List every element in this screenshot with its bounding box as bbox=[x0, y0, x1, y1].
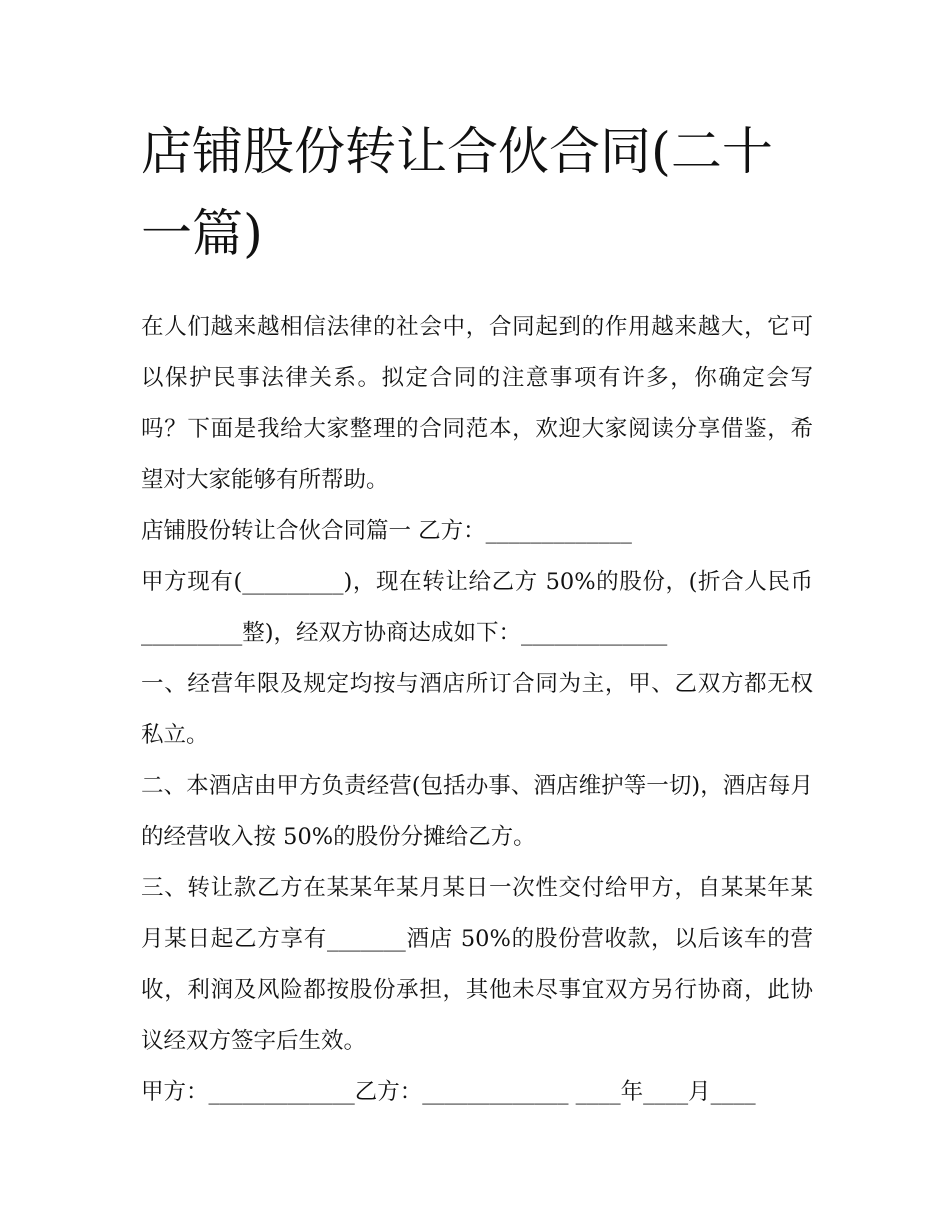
intro-paragraph: 在人们越来越相信法律的社会中，合同起到的作用越来越大，它可以保护民事法律关系。拟定合同的注意事项有许多，你确定会写吗？下面是我给大家整理的合同范本，欢迎大家阅读分享借鉴，希望对大家能够有所帮助。 bbox=[141, 314, 813, 493]
clause-three: 三、转让款乙方在某某年某月某日一次性交付给甲方，自某某年某月某日起乙方享有_______酒店 50%的股份营收款，以后该车的营收，利润及风险都按股份承担，其他未尽事宜双方另行协商，此协议经双方签字后生效。 bbox=[141, 875, 813, 1054]
transfer-terms-paragraph: 甲方现有(_________)，现在转让给乙方 50%的股份，(折合人民币_________整)，经双方协商达成如下：_____________ bbox=[141, 569, 813, 646]
document-title: 店铺股份转让合伙合同(二十一篇) bbox=[141, 123, 773, 264]
contract-heading-line: 店铺股份转让合伙合同篇一 乙方：_____________ bbox=[141, 518, 632, 544]
signature-line: 甲方：_____________乙方：_____________ ____年____月____ bbox=[141, 1079, 756, 1105]
clause-two: 二、本酒店由甲方负责经营(包括办事、酒店维护等一切)，酒店每月的经营收入按 50%的股份分摊给乙方。 bbox=[141, 773, 813, 850]
document-content bbox=[141, 112, 813, 1118]
document-body bbox=[141, 302, 813, 1118]
clause-one: 一、经营年限及规定均按与酒店所订合同为主，甲、乙双方都无权私立。 bbox=[141, 671, 813, 748]
